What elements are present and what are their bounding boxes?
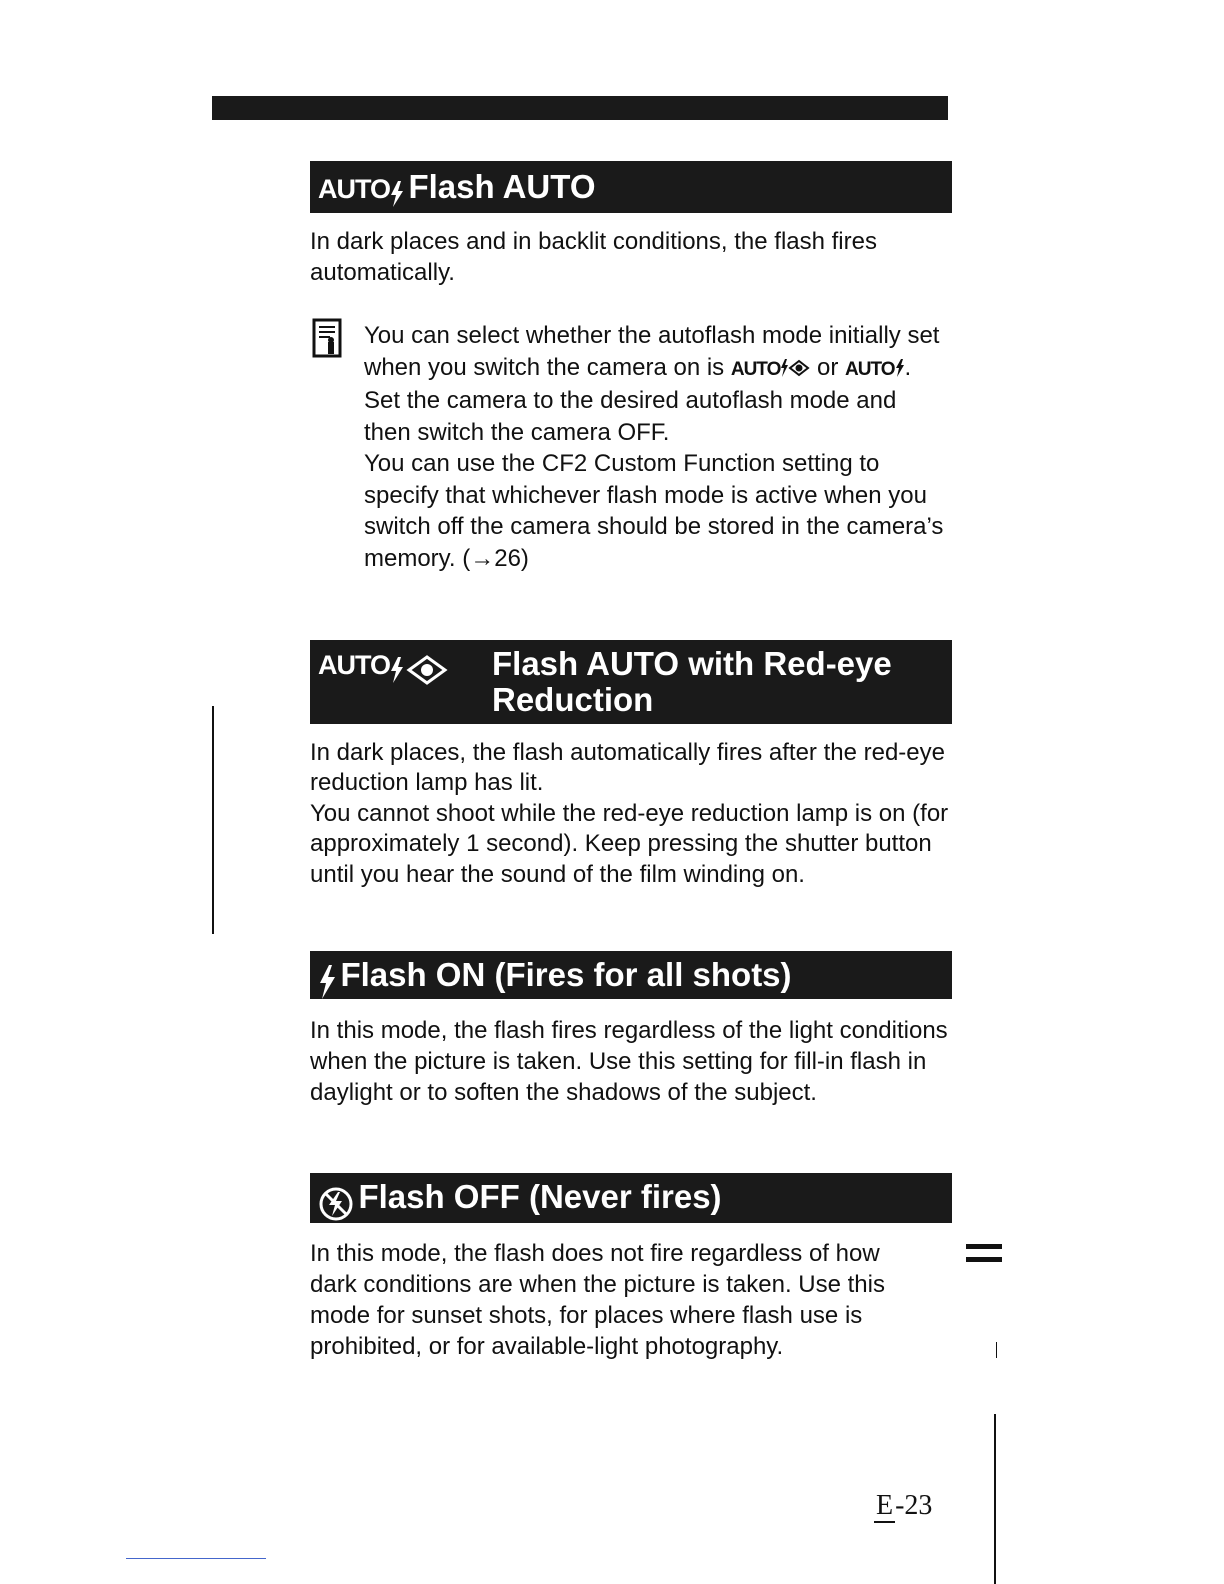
section-title: Flash OFF (Never fires) [358, 1178, 722, 1215]
page-letter: E [876, 1490, 894, 1521]
memo-text-3: You can use the CF2 Custom Function setting to specify that whichever flash mode is active when you switch off the camera should be stored in the camera’s memory. (→26) [364, 450, 944, 572]
section-heading-flash-auto-red-eye [310, 640, 952, 724]
flash-off-icon [318, 1186, 354, 1222]
section-heading-flash-auto [310, 161, 952, 213]
margin-line-bottom [126, 1558, 266, 1559]
section-tab-marker [966, 1244, 1002, 1270]
memo-text-1: You can select whether the autoflash mode initially set when you switch the camera on is [364, 322, 940, 381]
memo-or: or [817, 353, 839, 381]
memo-note [364, 320, 944, 574]
auto-label: AUTO [318, 174, 391, 204]
section-body: In dark places and in backlit conditions, the flash fires automatically. [310, 228, 877, 286]
page-number-value: -23 [895, 1490, 933, 1521]
page-number [874, 1490, 932, 1522]
flash-icon [318, 965, 336, 999]
auto-red-eye-mini-icon [780, 359, 810, 377]
auto-red-eye-label: AUTO [730, 358, 781, 380]
margin-line-right [994, 1414, 996, 1584]
section-heading-flash-off [310, 1173, 952, 1223]
auto-label: AUTO [318, 650, 391, 680]
auto-label-b: AUTO [845, 358, 895, 380]
red-eye-icon [406, 655, 448, 685]
header-bar [212, 96, 948, 120]
section-title-line1: Flash AUTO with Red-eye [492, 645, 892, 682]
memo-icon [312, 318, 344, 360]
flash-icon [390, 657, 404, 683]
memo-text-2: . Set the camera to the desired autoflash mode and then switch the camera OFF. [364, 353, 912, 446]
section-title-line2: Reduction [492, 681, 654, 718]
section-body: In this mode, the flash fires regardless of the light conditions when the picture is taken. Use this setting for fill-in flash in daylight or to soften the shadows of the subject. [310, 1017, 948, 1106]
section-body: In dark places, the flash automatically fires after the red-eye reduction lamp has lit. You cannot shoot while the red-eye reduction lamp is on (for approximately 1 second). Keep pressing the shutter button until you hear the sound of the film winding on. [310, 739, 949, 888]
section-title: Flash ON (Fires for all shots) [340, 956, 792, 993]
flash-icon [390, 181, 404, 207]
section-heading-flash-on [310, 951, 952, 999]
section-body: In this mode, the flash does not fire regardless of how dark conditions are when the picture is taken. Use this mode for sunset shots, for places where flash use is prohibited, or for available-light photography. [310, 1240, 885, 1360]
auto-flash-mini-icon [895, 359, 905, 377]
margin-line-right-short [996, 1342, 997, 1358]
margin-line-left [212, 706, 214, 934]
section-title: Flash AUTO [408, 168, 596, 205]
